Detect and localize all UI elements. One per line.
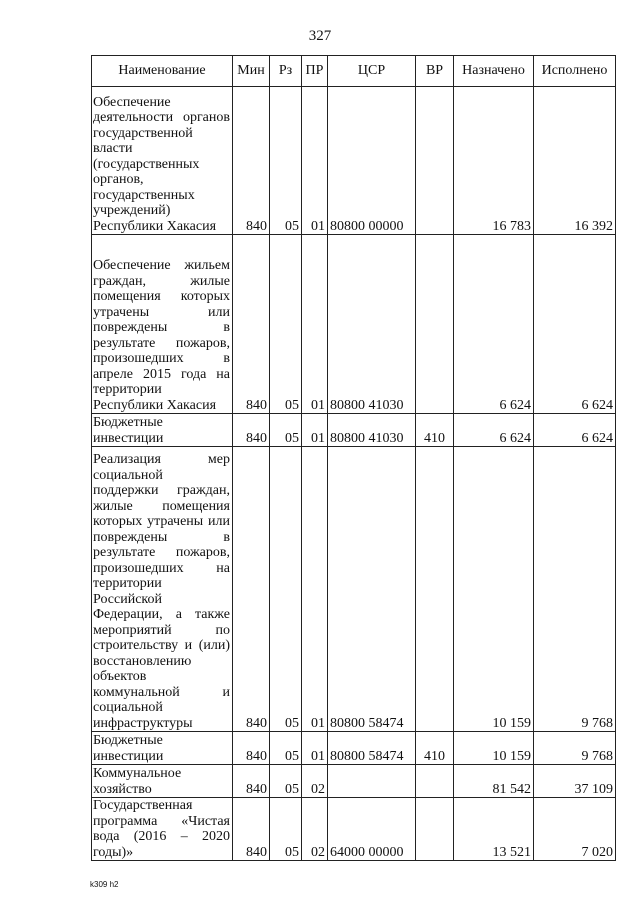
row-name: Реализация мер социальной поддержки граждан, жилые помещения которых утрачены или повреждены в результате пожаров, произошедших на территории Российской Федерации, а также мероприятий по строительству и (или) восстановлению объектов коммунальной и социальной инфраструктуры — [92, 447, 233, 732]
row-csr: 64000 00000 — [328, 798, 416, 861]
table-row — [92, 732, 616, 765]
row-csr: 80800 58474 — [328, 732, 416, 765]
row-rz: 05 — [270, 765, 302, 798]
row-min: 840 — [233, 732, 270, 765]
row-vr — [416, 87, 454, 235]
row-pr: 01 — [302, 447, 328, 732]
row-pr: 01 — [302, 235, 328, 414]
header-pr: ПР — [302, 56, 328, 87]
row-executed: 16 392 — [534, 87, 616, 235]
row-pr: 01 — [302, 414, 328, 447]
row-csr: 80800 00000 — [328, 87, 416, 235]
table-row — [92, 765, 616, 798]
footer-code: k309 h2 — [90, 880, 119, 889]
row-rz: 05 — [270, 798, 302, 861]
table-row — [92, 235, 616, 414]
table-row — [92, 87, 616, 235]
page-number: 327 — [308, 28, 332, 44]
budget-table — [91, 55, 616, 861]
row-min: 840 — [233, 235, 270, 414]
header-min: Мин — [233, 56, 270, 87]
header-csr: ЦСР — [328, 56, 416, 87]
row-vr: 410 — [416, 732, 454, 765]
row-min: 840 — [233, 798, 270, 861]
row-name: Обеспечение деятельности органов государственной власти (государственных органов, государственных учреждений) Республики Хакасия — [92, 87, 233, 235]
table-row — [92, 798, 616, 861]
row-assigned: 10 159 — [454, 732, 534, 765]
row-executed: 37 109 — [534, 765, 616, 798]
row-assigned: 6 624 — [454, 414, 534, 447]
row-rz: 05 — [270, 447, 302, 732]
row-name: Обеспечение жильем граждан, жилые помещения которых утрачены или повреждены в результате пожаров, произошедших в апреле 2015 года на территории Республики Хакасия — [92, 235, 233, 414]
row-csr — [328, 765, 416, 798]
row-vr — [416, 447, 454, 732]
row-executed: 7 020 — [534, 798, 616, 861]
row-executed: 9 768 — [534, 447, 616, 732]
row-vr — [416, 798, 454, 861]
row-min: 840 — [233, 87, 270, 235]
header-executed: Исполнено — [534, 56, 616, 87]
row-executed: 6 624 — [534, 414, 616, 447]
row-csr: 80800 41030 — [328, 235, 416, 414]
row-pr: 02 — [302, 798, 328, 861]
row-assigned: 81 542 — [454, 765, 534, 798]
row-pr: 02 — [302, 765, 328, 798]
row-executed: 6 624 — [534, 235, 616, 414]
header-name: Наименование — [92, 56, 233, 87]
row-name: Коммунальное хозяйство — [92, 765, 233, 798]
header-vr: ВР — [416, 56, 454, 87]
row-pr: 01 — [302, 732, 328, 765]
row-min: 840 — [233, 765, 270, 798]
row-vr — [416, 765, 454, 798]
row-name: Государственная программа «Чистая вода (2016 – 2020 годы)» — [92, 798, 233, 861]
row-executed: 9 768 — [534, 732, 616, 765]
row-csr: 80800 41030 — [328, 414, 416, 447]
row-csr: 80800 58474 — [328, 447, 416, 732]
row-assigned: 10 159 — [454, 447, 534, 732]
header-assigned: Назначено — [454, 56, 534, 87]
row-vr — [416, 235, 454, 414]
row-rz: 05 — [270, 732, 302, 765]
row-rz: 05 — [270, 235, 302, 414]
row-name: Бюджетные инвестиции — [92, 414, 233, 447]
row-rz: 05 — [270, 414, 302, 447]
row-assigned: 13 521 — [454, 798, 534, 861]
row-rz: 05 — [270, 87, 302, 235]
row-name: Бюджетные инвестиции — [92, 732, 233, 765]
row-assigned: 6 624 — [454, 235, 534, 414]
row-pr: 01 — [302, 87, 328, 235]
header-rz: Рз — [270, 56, 302, 87]
row-min: 840 — [233, 414, 270, 447]
table-row — [92, 447, 616, 732]
table-row — [92, 414, 616, 447]
row-vr: 410 — [416, 414, 454, 447]
row-min: 840 — [233, 447, 270, 732]
row-assigned: 16 783 — [454, 87, 534, 235]
table-header-row — [92, 56, 616, 87]
